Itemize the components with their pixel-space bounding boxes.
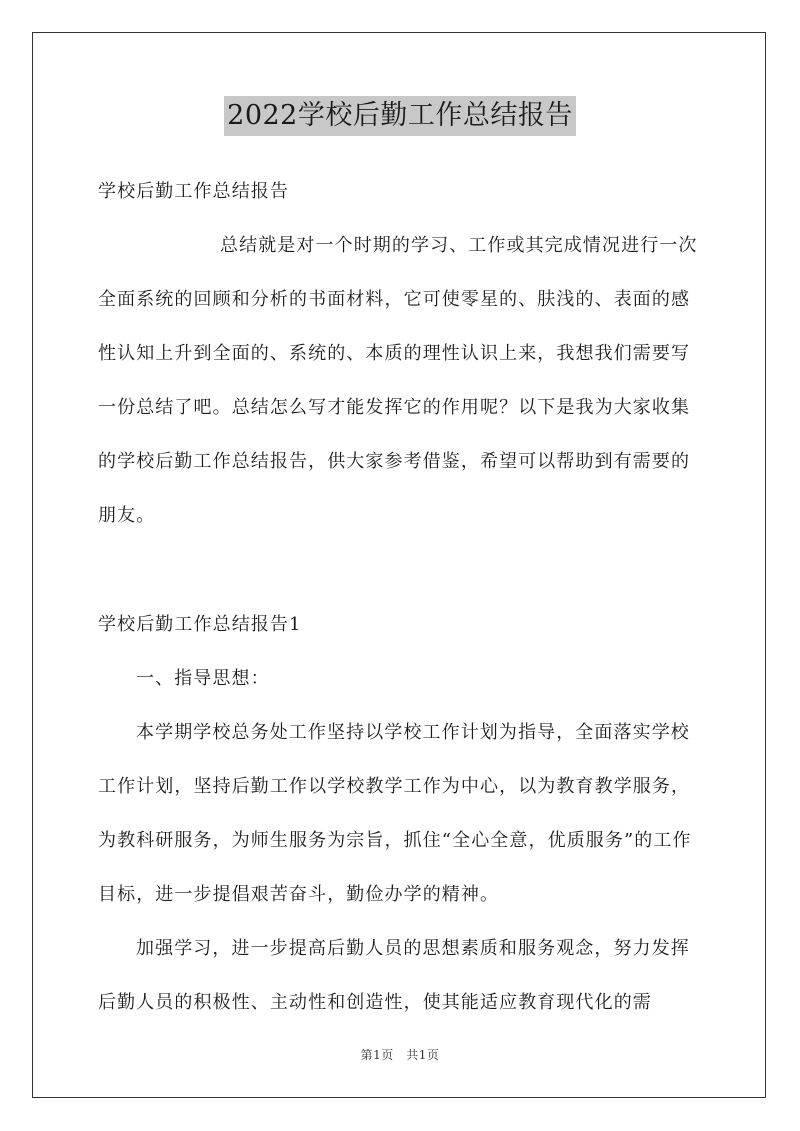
title-container — [0, 96, 800, 136]
document-title: 2022学校后勤工作总结报告 — [224, 96, 576, 136]
intro-paragraph: 总结就是对一个时期的学习、工作或其完成情况进行一次全面系统的回顾和分析的书面材料，它可使零星的、肤浅的、表面的感性认知上升到全面的、系统的、本质的理性认识上来，我想我们需要写一份总结了吧。总结怎么写才能发挥它的作用呢？以下是我为大家收集的学校后勤工作总结报告，供大家参考借鉴，希望可以帮助到有需要的朋友。 — [98, 235, 698, 526]
paragraph-gap — [98, 543, 704, 598]
point-heading: 一、指导思想： — [136, 668, 270, 689]
body-paragraph-2: 加强学习，进一步提高后勤人员的思想素质和服务观念，努力发挥后勤人员的积极性、主动性和创造性，使其能适应教育现代化的需 — [98, 938, 690, 1013]
document-body — [98, 165, 704, 1030]
page-footer: 第1页 共1页 — [360, 1048, 440, 1062]
document-subtitle: 学校后勤工作总结报告 — [98, 181, 289, 202]
section-heading: 学校后勤工作总结报告1 — [98, 614, 302, 635]
body-paragraph-1: 本学期学校总务处工作坚持以学校工作计划为指导，全面落实学校工作计划，坚持后勤工作以学校教学工作为中心，以为教育教学服务，为教科研服务，为师生服务为宗旨，抓住“全心全意，优质服务”的工作目标，进一步提倡艰苦奋斗，勤俭办学的精神。 — [98, 722, 692, 905]
